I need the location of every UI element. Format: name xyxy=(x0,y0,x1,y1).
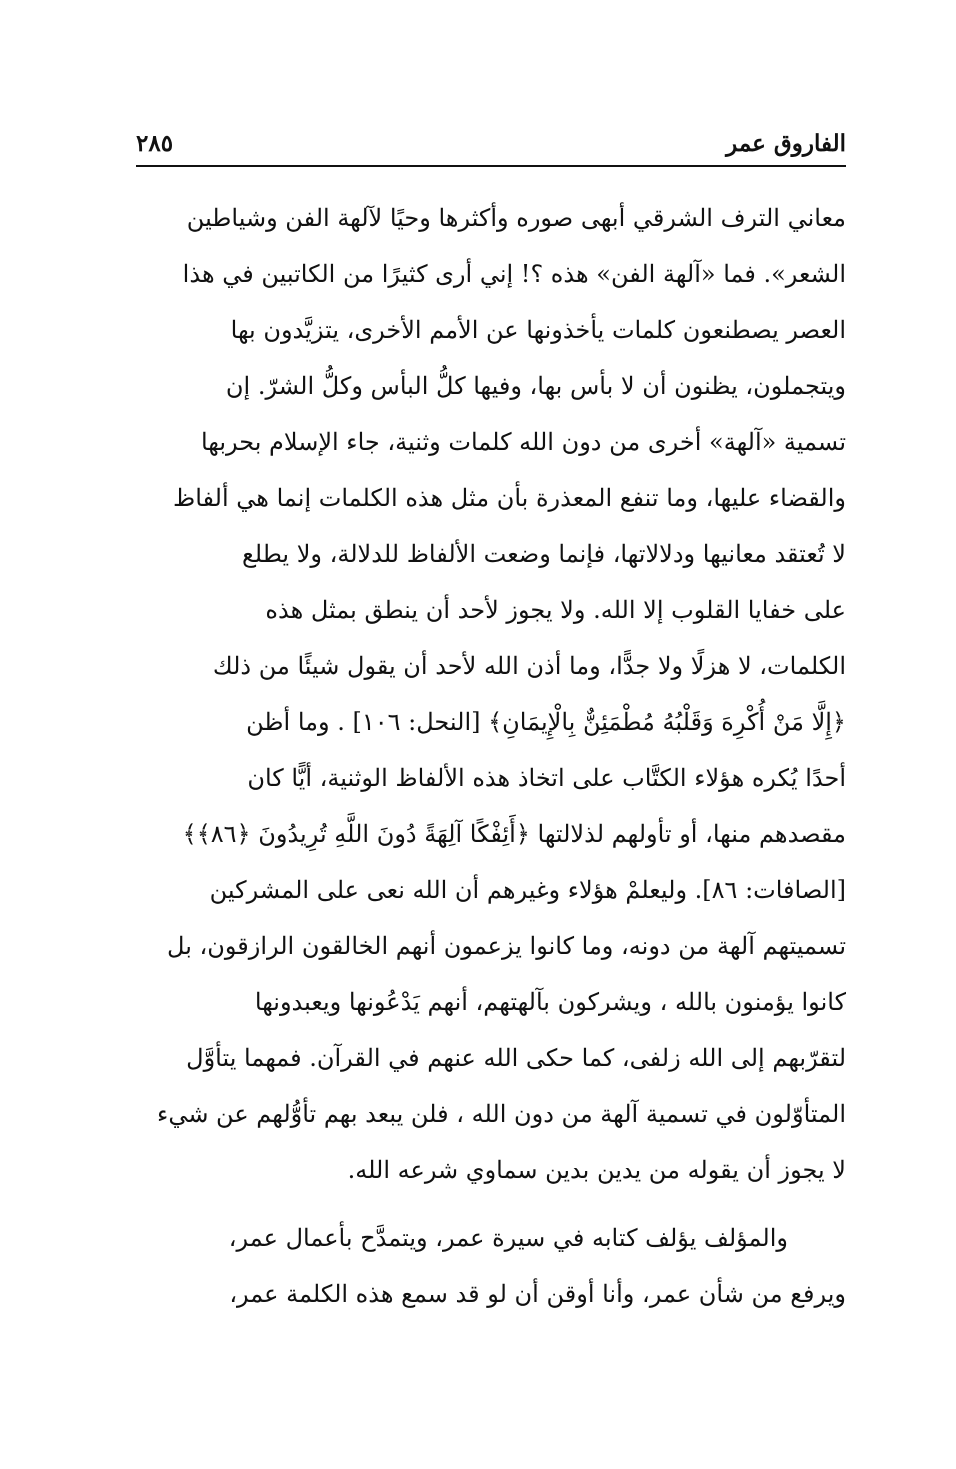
text-line: لا تُعتقد معانيها ودلالاتها، فإنما وضعت الألفاظ للدلالة، ولا يطلع xyxy=(242,540,846,568)
text-line: أحدًا يُكره هؤلاء الكتَّاب على اتخاذ هذه الألفاظ الوثنية، أيًّا كان xyxy=(247,764,846,792)
page-header xyxy=(136,124,846,164)
text-line: تسميتهم آلهة من دونه، وما كانوا يزعمون أنهم الخالقون الرازقون، بل xyxy=(167,932,846,960)
text-line: لا يجوز أن يقوله من يدين بدين سماوي شرعه الله. xyxy=(347,1156,846,1184)
paragraph-2 xyxy=(136,1210,846,1322)
text-line: الشعر». فما «آلهة الفن» هذه ؟! إني أرى كثيرًا من الكاتبين في هذا xyxy=(182,260,846,288)
text-line: العصر يصطنعون كلمات يأخذونها عن الأمم الأخرى، يتزيَّدون بها xyxy=(230,316,846,344)
page-number: ٢٨٥ xyxy=(136,130,174,157)
text-line: الكلمات، لا هزلًا ولا جدًّا، وما أذن الله لأحد أن يقول شيئًا من ذلك xyxy=(212,652,846,680)
header-rule xyxy=(136,165,846,167)
text-line: [الصافات: ٨٦]. وليعلمْ هؤلاء وغيرهم أن الله نعى على المشركين xyxy=(209,876,846,904)
text-line: على خفايا القلوب إلا الله. ولا يجوز لأحد أن ينطق بمثل هذه xyxy=(265,596,846,624)
paragraph-1 xyxy=(136,190,846,1198)
body-text xyxy=(136,190,846,1322)
text-line: والقضاء عليها، وما تنفع المعذرة بأن مثل هذه الكلمات إنما هي ألفاظ xyxy=(173,484,846,512)
paragraph-gap xyxy=(136,1198,846,1210)
text-line: والمؤلف يؤلف كتابه في سيرة عمر، ويتمدَّح بأعمال عمر، xyxy=(228,1224,788,1252)
running-title: الفاروق عمر xyxy=(726,130,846,157)
text-line: تسمية «آلهة» أخرى من دون الله كلمات وثنية، جاء الإسلام بحربها xyxy=(200,428,846,456)
text-line: لتقرّبهم إلى الله زلفى، كما حكى الله عنهم في القرآن. فمهما يتأوَّل xyxy=(186,1044,846,1072)
text-line: ويتجملون، يظنون أن لا بأس بها، وفيها كلُّ البأس وكلُّ الشرّ. إن xyxy=(225,372,846,400)
quran-quote-line: ﴿إِلَّا مَنْ أُكْرِهَ وَقَلْبُهُ مُطْمَئِنٌّ بِالْإِيمَانِ﴾ [النحل: ١٠٦] . وما أظن xyxy=(246,708,846,736)
text-line: ويرفع من شأن عمر، وأنا أوقن أن لو قد سمع هذه الكلمة عمر، xyxy=(229,1280,846,1308)
text-line: المتأوّلون في تسمية آلهة من دون الله ، فلن يبعد بهم تأوُّلهم عن شيء xyxy=(157,1100,846,1128)
quran-quote-line: مقصدهم منها، أو تأولهم لذلالتها ﴿أَئِفْكًا آلِهَةً دُونَ اللَّهِ تُرِيدُونَ ﴿٨٦﴾﴾ xyxy=(182,820,846,848)
text-line: معاني الترف الشرقي أبهى صوره وأكثرها وحيًا لآلهة الفن وشياطين xyxy=(186,204,846,232)
text-line: كانوا يؤمنون بالله ، ويشركون بآلهتهم، أنهم يَدْعُونها ويعبدونها xyxy=(254,988,846,1016)
